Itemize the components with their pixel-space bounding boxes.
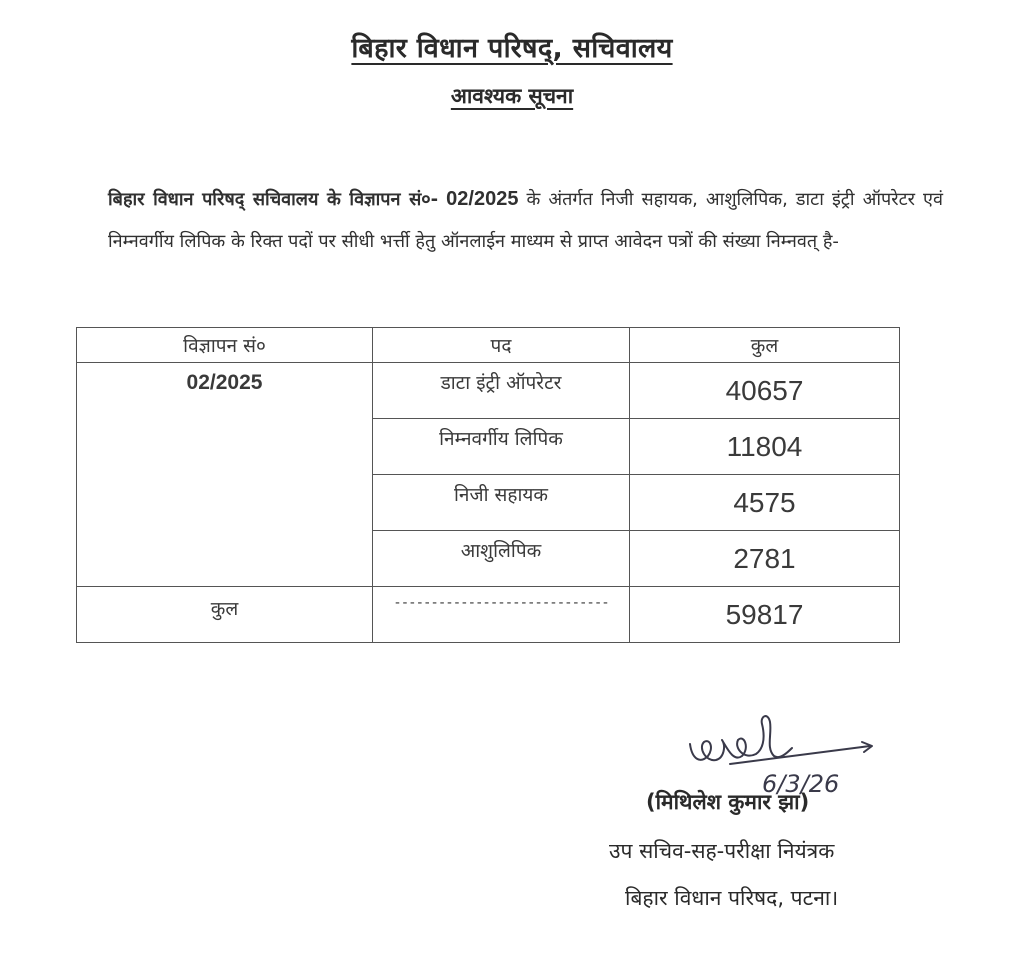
header-total: कुल (630, 328, 900, 363)
total-label-cell (77, 587, 373, 643)
post-total: 2781 (733, 543, 796, 574)
total-cell (630, 475, 900, 531)
table-total-row (77, 587, 900, 643)
post-cell (373, 531, 630, 587)
notice-subtitle-text: आवश्यक सूचना (450, 84, 574, 108)
total-cell (630, 363, 900, 419)
total-cell (630, 531, 900, 587)
adv-no-cell (77, 363, 373, 587)
page-title (0, 28, 1024, 65)
notice-paragraph (108, 178, 943, 263)
notice-subtitle (0, 82, 1024, 110)
signature-date: 6/3/26 (762, 770, 840, 798)
total-cell (630, 419, 900, 475)
post-total: 11804 (726, 431, 803, 462)
grand-total: 59817 (725, 599, 804, 630)
table-row (77, 363, 900, 419)
adv-no-value: 02/2025 (186, 371, 263, 394)
total-post-cell (373, 587, 630, 643)
post-name: निजी सहायक (454, 484, 548, 506)
post-cell (373, 419, 630, 475)
signer-designation: उप सचिव-सह-परीक्षा नियंत्रक (609, 839, 835, 863)
total-post-dashes: ----------------------------- (393, 595, 609, 611)
post-name: डाटा इंट्री ऑपरेटर (440, 372, 562, 394)
signer-name: (मिथिलेश कुमार झा) (646, 790, 810, 814)
post-name: निम्नवर्गीय लिपिक (439, 428, 563, 450)
post-total: 4575 (733, 487, 796, 518)
header-post: पद (373, 328, 630, 363)
post-cell (373, 475, 630, 531)
post-name: आशुलिपिक (460, 540, 542, 562)
total-label: कुल (210, 598, 239, 620)
notice-adv-number: 02/2025 (446, 188, 519, 210)
applications-table (76, 327, 900, 643)
post-cell (373, 363, 630, 419)
table-header-row (77, 328, 900, 363)
page-title-text: बिहार विधान परिषद्, सचिवालय (351, 33, 673, 64)
signature-stroke (690, 716, 792, 760)
signer-office: बिहार विधान परिषद, पटना। (625, 886, 839, 910)
notice-body: के अंतर्गत निजी सहायक, आशुलिपिक, डाटा इंट्री ऑपरेटर एवं निम्नवर्गीय लिपिक के रिक्त पदों पर सीधी भर्त्ती हेतु ऑनलाईन माध्यम से प्राप्त आवेदन पत्रों की संख्या निम्नवत् है- (108, 189, 943, 252)
notice-lead: बिहार विधान परिषद् सचिवालय के विज्ञापन सं०- (108, 189, 439, 210)
header-adv-no: विज्ञापन सं० (77, 328, 373, 363)
post-total: 40657 (725, 375, 804, 406)
grand-total-cell (630, 587, 900, 643)
